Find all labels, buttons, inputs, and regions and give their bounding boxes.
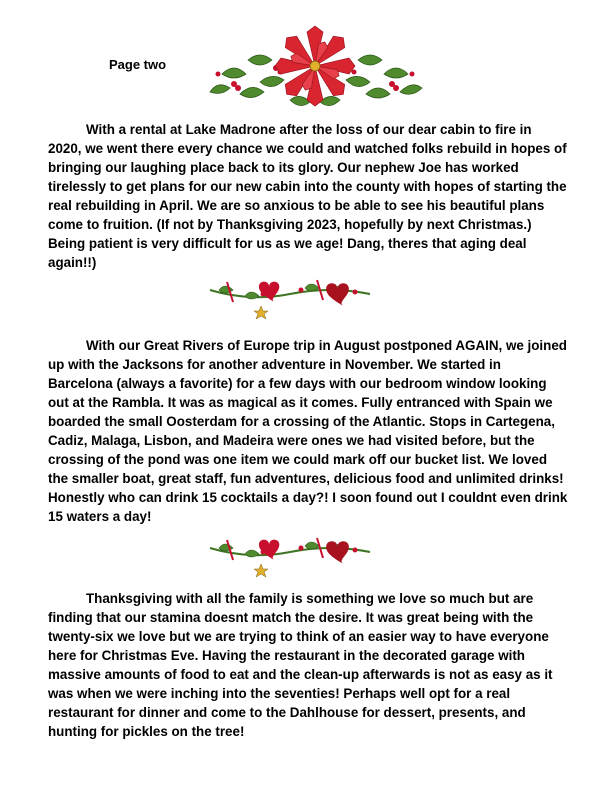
- page-label: Page two: [109, 57, 167, 72]
- holly-garland-icon: [205, 272, 375, 322]
- paragraph-europe-trip: With our Great Rivers of Europe trip in August postponed AGAIN, we joined up with the Jacksons for another adventure in November. We started in Barcelona (always a favorite) for a few days with our bedroom window looking out at the Rambla. It was as magical as it comes. Fully entranced with Spain we boarded the small Oosterdam for a crossing of the Atlantic. Stops in Cartegena, Cadiz, Malaga, Lisbon, and Madeira were ones we had visited before, but the crossing of the pond was one item we could mark off our bucket list. We loved the smaller boat, great staff, fun adventures, delicious food and unlimited drinks! Honestly who can drink 15 cocktails a day?! I soon found out I couldnt even drink 15 waters a day!: [48, 338, 568, 524]
- poinsettia-garland-icon: [200, 22, 430, 112]
- paragraph-thanksgiving: Thanksgiving with all the family is something we love so much but are finding that our stamina doesnt match the desire. It was great being with the twenty-six we love but we are trying to think of an easier way to have everyone here for Christmas Eve. Having the restaurant in the decorated garage with massive amounts of food to eat and the clean-up afterwards is not as easy as it was when we were inching into the seventies! Perhaps well opt for a real restaurant for dinner and come to the Dahlhouse for dessert, presents, and hunting for pickles on the tree!: [48, 591, 553, 739]
- paragraph-cabin: With a rental at Lake Madrone after the loss of our dear cabin to fire in 2020, we went there every chance we could and watched folks rebuild in hopes of bringing our laughing place back to its glory. Our nephew Joe has worked tirelessly to get plans for our new cabin into the county with hopes of starting the real rebuilding in April. We are so anxious to be able to see his beautiful plans come to fruition. (If not by Thanksgiving 2023, hopefully by next Christmas.) Being patient is very difficult for us as we age! Dang, theres that aging deal again!!): [48, 122, 567, 270]
- holly-garland-icon: [205, 530, 375, 580]
